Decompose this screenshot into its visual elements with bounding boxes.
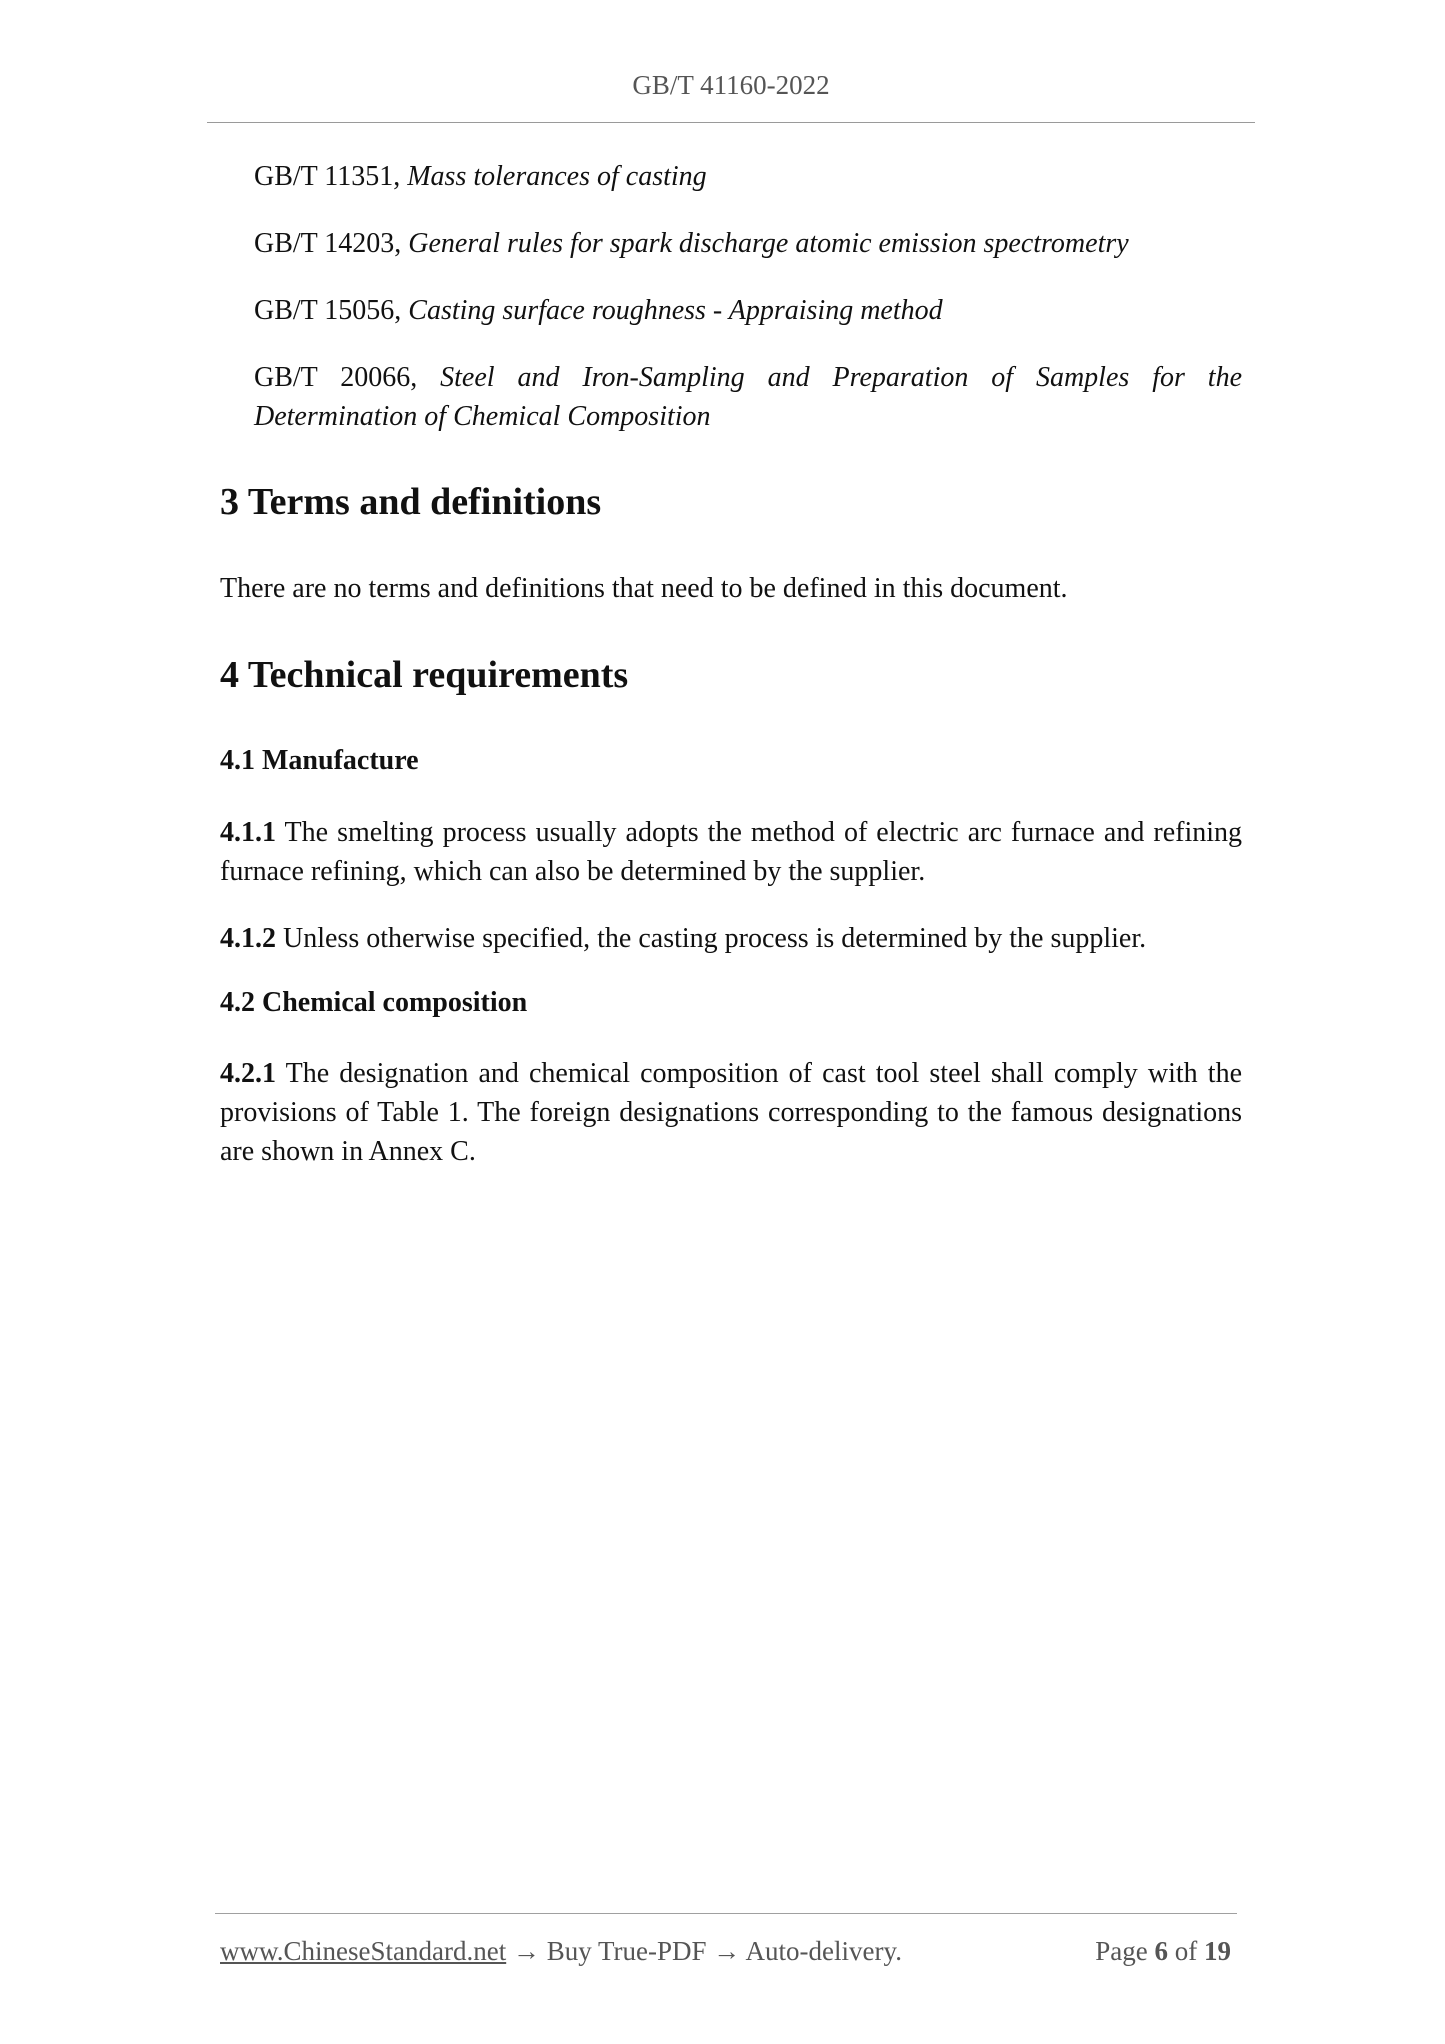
clause-text: The designation and chemical composition of cast tool steel shall comply with the provisions of Table 1. The foreign designations corresponding to the famous designations are shown in Annex C. (220, 1058, 1242, 1167)
reference-code: GB/T 11351, (254, 161, 401, 192)
buy-text: Buy True-PDF (546, 1936, 707, 1966)
clause-number: 4.2.1 (220, 1058, 276, 1089)
total-pages: 19 (1204, 1936, 1231, 1966)
subsection-heading-manufacture: 4.1 Manufacture (220, 745, 419, 776)
section-heading-technical-requirements: 4 Technical requirements (220, 654, 629, 696)
footer-promo (220, 1936, 902, 1967)
footer-divider (215, 1913, 1237, 1914)
page-header: GB/T 41160-2022 (632, 70, 830, 100)
reference-item (254, 291, 1242, 330)
header-divider (207, 122, 1255, 123)
page-number (1095, 1936, 1231, 1967)
reference-title: Steel and Iron-Sampling and Preparation of Samples for the Determination of Chemical Composition (254, 362, 1243, 432)
clause-text: The smelting process usually adopts the method of electric arc furnace and refining furnace refining, which can also be determined by the supplier. (220, 817, 1243, 887)
reference-item (254, 224, 1242, 263)
reference-title: General rules for spark discharge atomic emission spectrometry (408, 228, 1129, 259)
clause-4-2-1 (220, 1054, 1242, 1171)
delivery-text: Auto-delivery. (745, 1936, 902, 1966)
reference-code: GB/T 20066, (254, 362, 418, 393)
section-3-paragraph: There are no terms and definitions that need to be defined in this document. (220, 573, 1068, 604)
website-link[interactable]: www.ChineseStandard.net (220, 1936, 507, 1966)
reference-item (254, 358, 1242, 436)
of-label: of (1174, 1936, 1198, 1966)
reference-title: Mass tolerances of casting (407, 161, 707, 192)
section-heading-terms: 3 Terms and definitions (220, 481, 602, 523)
reference-code: GB/T 15056, (254, 295, 402, 326)
arrow-icon: → (512, 1936, 540, 1966)
reference-code: GB/T 14203, (254, 228, 402, 259)
clause-number: 4.1.2 (220, 923, 276, 954)
reference-item (254, 157, 1242, 196)
current-page: 6 (1154, 1936, 1168, 1966)
subsection-heading-chemical-composition: 4.2 Chemical composition (220, 987, 528, 1018)
reference-title: Casting surface roughness - Appraising method (408, 295, 943, 326)
clause-number: 4.1.1 (220, 817, 276, 848)
clause-text: Unless otherwise specified, the casting process is determined by the supplier. (283, 923, 1147, 954)
arrow-icon: → (713, 1936, 741, 1966)
clause-4-1-1 (220, 813, 1242, 891)
clause-4-1-2 (220, 919, 1242, 958)
page-label: Page (1095, 1936, 1148, 1966)
